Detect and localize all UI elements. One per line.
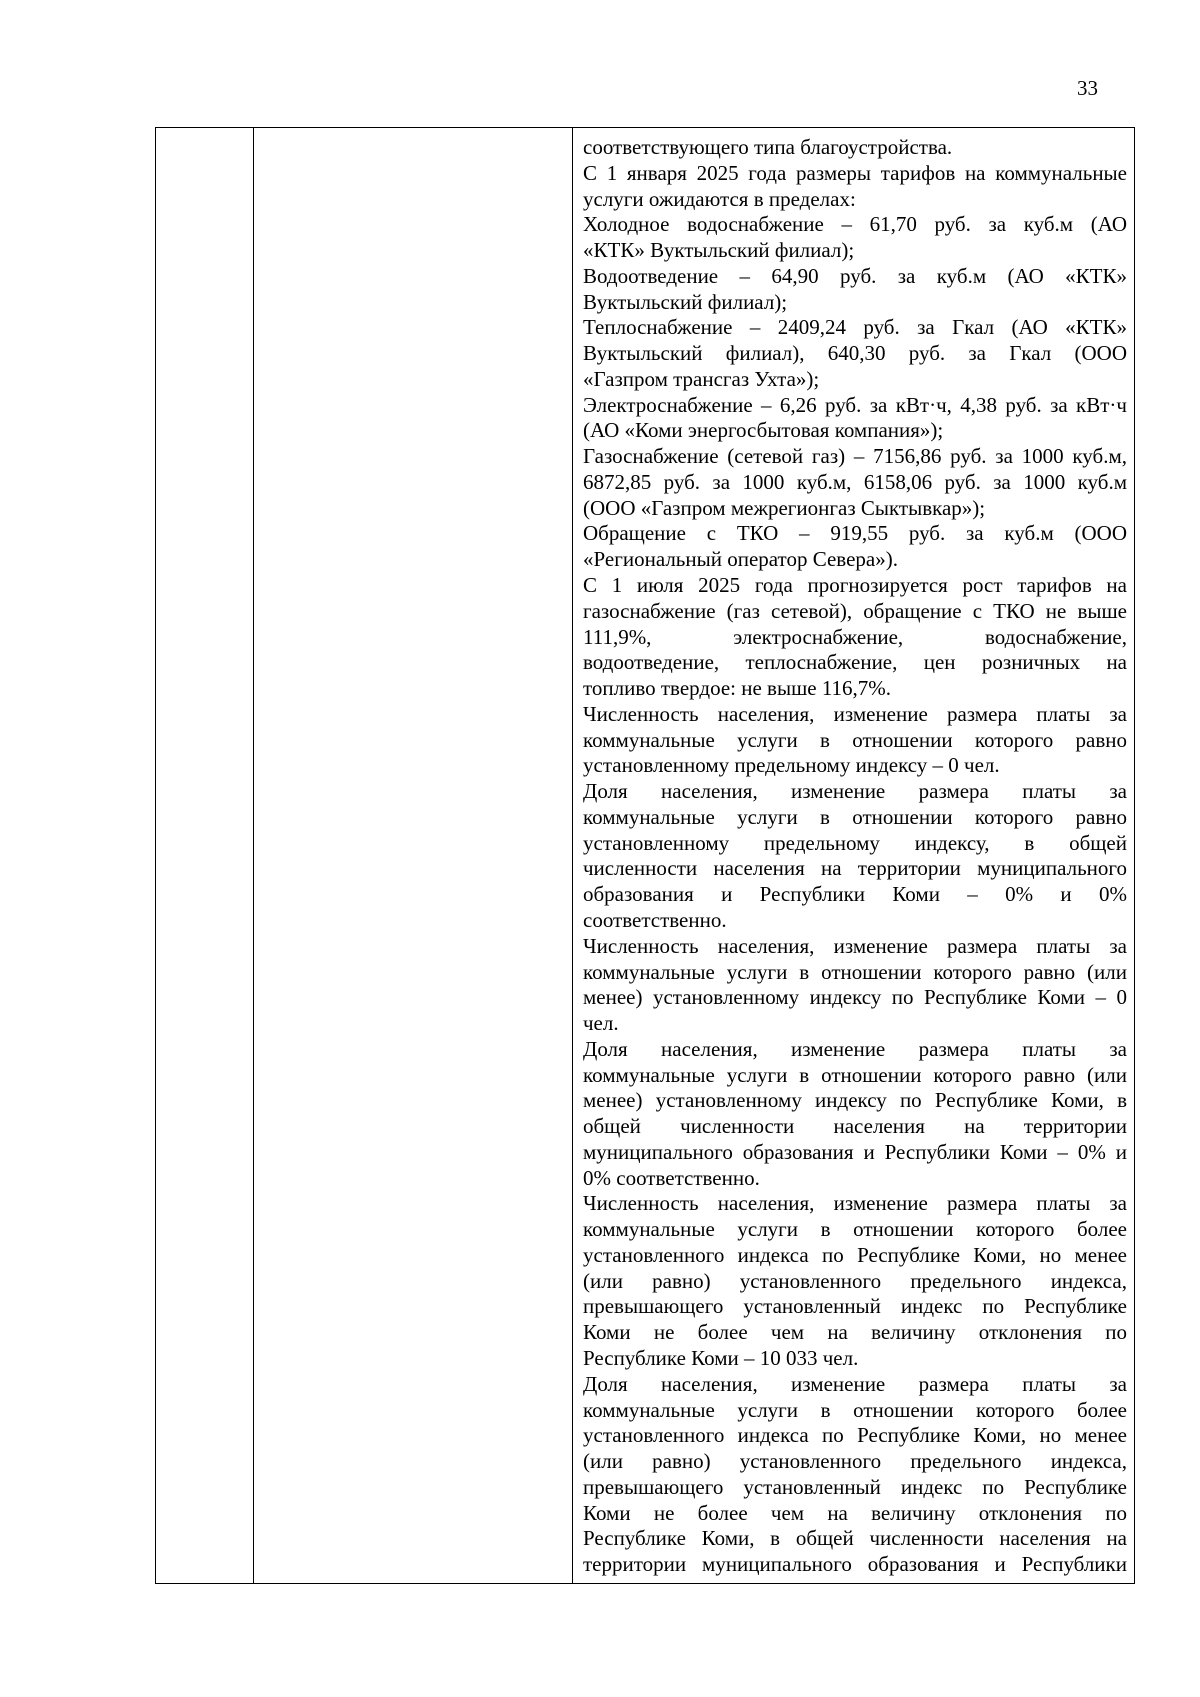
text-line: Электроснабжение – 6,26 руб. за кВт·ч, 4,38 руб. за кВт·ч — [583, 392, 1127, 417]
text-line: (или равно) установленного предельного индекса, — [583, 1268, 1127, 1293]
table-cell-3 — [573, 128, 1134, 1583]
text-line: С 1 июля 2025 года прогнозируется рост тарифов на — [583, 573, 1127, 598]
text-line: Численность населения, изменение размера платы за — [583, 1191, 1127, 1216]
column-3-content — [583, 135, 1128, 1578]
text-line: (или равно) установленного предельного индекса, — [583, 1449, 1127, 1474]
text-line: Республике Коми, в общей численности населения на — [583, 1526, 1127, 1551]
text-line: муниципального образования и Республики Коми – 0% и — [583, 1139, 1127, 1164]
text-line: С 1 января 2025 года размеры тарифов на коммунальные — [583, 160, 1127, 185]
text-line: соответственно. — [583, 907, 727, 932]
text-line: коммунальные услуги в отношении которого равно (или — [583, 959, 1127, 984]
text-line: коммунальные услуги в отношении которого более — [583, 1217, 1127, 1242]
text-line: 111,9%, электроснабжение, водоснабжение, — [583, 624, 1127, 649]
text-line: Численность населения, изменение размера платы за — [583, 933, 1127, 958]
text-line: установленному предельному индексу – 0 чел. — [583, 753, 1000, 778]
text-line: коммунальные услуги в отношении которого равно (или — [583, 1062, 1127, 1087]
text-line: общей численности населения на территории — [583, 1114, 1127, 1139]
text-line: менее) установленному индексу по Республике Коми, в — [583, 1088, 1127, 1113]
page-number: 33 — [1077, 76, 1098, 100]
text-line: водоотведение, теплоснабжение, цен розничных на — [583, 650, 1127, 675]
text-line: услуги ожидаются в пределах: — [583, 186, 856, 211]
text-line: «Региональный оператор Севера»). — [583, 547, 898, 572]
text-line: 0% соответственно. — [583, 1165, 760, 1190]
text-line: превышающего установленный индекс по Республике — [583, 1474, 1127, 1499]
text-line: Республике Коми – 10 033 чел. — [583, 1345, 859, 1370]
text-line: численности населения на территории муниципального — [583, 856, 1127, 881]
text-line: превышающего установленный индекс по Республике — [583, 1294, 1127, 1319]
text-line: Водоотведение – 64,90 руб. за куб.м (АО «КТК» — [583, 263, 1127, 288]
text-line: Доля населения, изменение размера платы за — [583, 779, 1127, 804]
text-line: чел. — [583, 1011, 619, 1036]
text-line: (ООО «Газпром межрегионгаз Сыктывкар»); — [583, 495, 986, 520]
text-line: топливо твердое: не выше 116,7%. — [583, 676, 892, 701]
text-line: территории муниципального образования и Республики — [583, 1552, 1127, 1577]
text-line: 6872,85 руб. за 1000 куб.м, 6158,06 руб. за 1000 куб.м — [583, 469, 1127, 494]
text-line: соответствующего типа благоустройства. — [583, 135, 953, 159]
text-line: Вуктыльский филиал), 640,30 руб. за Гкал (ООО — [583, 341, 1127, 366]
text-line: газоснабжение (газ сетевой), обращение с ТКО не выше — [583, 598, 1127, 623]
text-line: «КТК» Вуктыльский филиал); — [583, 238, 855, 263]
text-line: менее) установленному индексу по Республике Коми – 0 — [583, 985, 1127, 1010]
text-line: Коми не более чем на величину отклонения по — [583, 1500, 1127, 1525]
text-line: Коми не более чем на величину отклонения по — [583, 1320, 1127, 1345]
text-line: Доля населения, изменение размера платы за — [583, 1036, 1127, 1061]
text-line: Газоснабжение (сетевой газ) – 7156,86 руб. за 1000 куб.м, — [583, 444, 1127, 469]
text-line: установленному предельному индексу, в общей — [583, 830, 1127, 855]
text-line: Холодное водоснабжение – 61,70 руб. за куб.м (АО — [583, 212, 1127, 237]
text-line: Обращение с ТКО – 919,55 руб. за куб.м (ООО — [583, 521, 1127, 546]
document-table — [155, 127, 1135, 1584]
text-line: (АО «Коми энергосбытовая компания»); — [583, 418, 944, 443]
table-cell-2 — [254, 128, 573, 1583]
text-line: коммунальные услуги в отношении которого более — [583, 1397, 1127, 1422]
text-line: установленного индекса по Республике Коми, но менее — [583, 1423, 1127, 1448]
text-line: образования и Республики Коми – 0% и 0% — [583, 882, 1127, 907]
text-line: Вуктыльский филиал); — [583, 289, 788, 314]
text-line: Доля населения, изменение размера платы за — [583, 1371, 1127, 1396]
text-line: установленного индекса по Республике Коми, но менее — [583, 1242, 1127, 1267]
table-cell-1 — [156, 128, 254, 1583]
text-line: «Газпром трансгаз Ухта»); — [583, 366, 820, 391]
text-line: коммунальные услуги в отношении которого равно — [583, 804, 1127, 829]
text-line: коммунальные услуги в отношении которого равно — [583, 727, 1127, 752]
text-line: Численность населения, изменение размера платы за — [583, 701, 1127, 726]
text-line: Теплоснабжение – 2409,24 руб. за Гкал (АО «КТК» — [583, 315, 1127, 340]
